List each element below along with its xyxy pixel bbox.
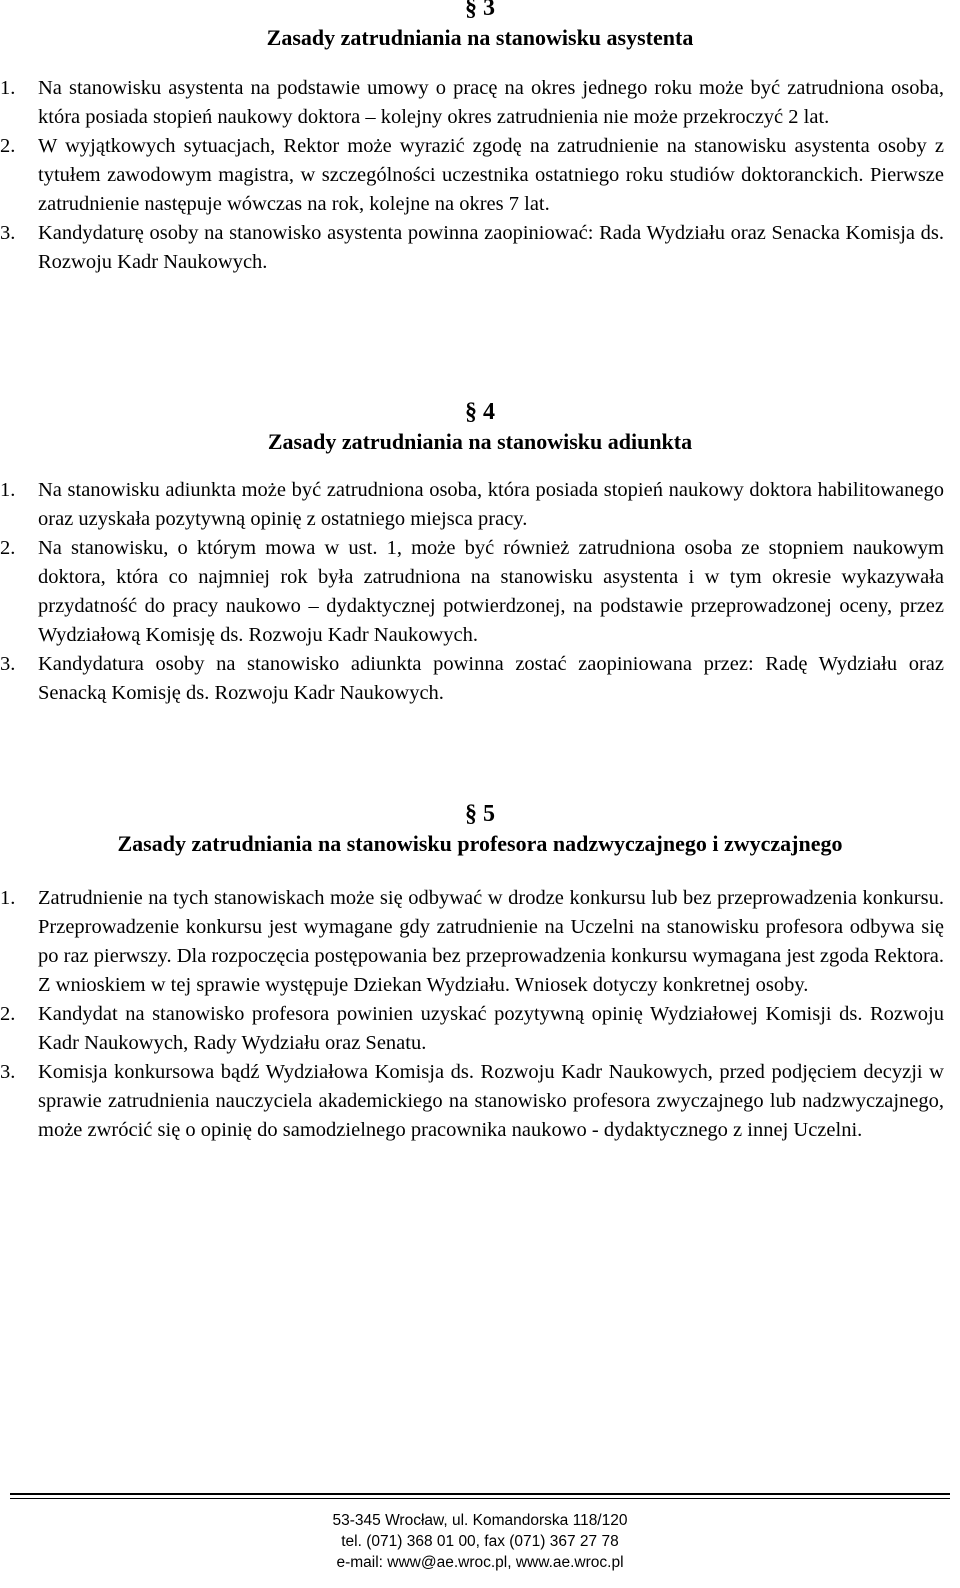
footer-phone: tel. (071) 368 01 00, fax (071) 367 27 78 xyxy=(341,1533,619,1550)
item-number: 1. xyxy=(0,479,16,501)
section-5 xyxy=(0,800,960,1145)
list-item xyxy=(0,476,960,534)
item-text: Kandydat na stanowisko profesora powinien uzyskać pozytywną opinię Wydziałowej Komisji ds. Rozwoju Kadr Naukowych, Rady Wydziału oraz Senatu. xyxy=(38,1003,944,1054)
list-item xyxy=(0,1000,960,1058)
section-3 xyxy=(0,0,960,277)
item-number: 2. xyxy=(0,537,16,559)
footer-divider-thin xyxy=(10,1498,950,1499)
section-title: Zasady zatrudniania na stanowisku adiunkta xyxy=(267,429,693,454)
item-text: W wyjątkowych sytuacjach, Rektor może wyrazić zgodę na zatrudnienie na stanowisku asystenta osoby z tytułem zawodowym magistra, w szczególności uczestnika ostatniego roku studiów doktoranckich. Pierwsze zatrudnienie następuje wówczas na rok, kolejne na okres 7 lat. xyxy=(38,135,944,215)
item-number: 3. xyxy=(0,222,16,244)
section-4 xyxy=(0,398,960,708)
page-footer xyxy=(0,1493,960,1573)
footer-divider xyxy=(10,1493,950,1495)
item-number: 2. xyxy=(0,1003,16,1025)
item-number: 2. xyxy=(0,135,16,157)
list-item xyxy=(0,1058,960,1145)
section-title: Zasady zatrudniania na stanowisku asystenta xyxy=(266,25,694,50)
item-number: 3. xyxy=(0,653,16,675)
section-number: § 5 xyxy=(465,801,495,827)
section-title: Zasady zatrudniania na stanowisku profesora nadzwyczajnego i zwyczajnego xyxy=(117,831,843,856)
footer-web: e-mail: www@ae.wroc.pl, www.ae.wroc.pl xyxy=(336,1554,624,1571)
item-text: Na stanowisku asystenta na podstawie umowy o pracę na okres jednego roku może być zatrudniona osoba, która posiada stopień naukowy doktora – kolejny okres zatrudnienia nie może przekroczyć 2 lat. xyxy=(38,77,944,128)
item-number: 1. xyxy=(0,887,16,909)
footer-contact xyxy=(0,1510,960,1573)
section-number: § 4 xyxy=(465,399,495,425)
item-number: 1. xyxy=(0,77,16,99)
item-text: Na stanowisku, o którym mowa w ust. 1, może być również zatrudniona osoba ze stopniem naukowym doktora, która co najmniej rok była zatrudniona na stanowisku asystenta i w tym okresie wykazywała przydatność do pracy naukowo – dydaktycznej potwierdzonej, na podstawie przeprowadzonej oceny, przez Wydziałową Komisję ds. Rozwoju Kadr Naukowych. xyxy=(38,537,944,646)
section-items xyxy=(0,884,960,1145)
item-text: Komisja konkursowa bądź Wydziałowa Komisja ds. Rozwoju Kadr Naukowych, przed podjęciem decyzji w sprawie zatrudnienia nauczyciela akademickiego na stanowisko profesora zwyczajnego lub nadzwyczajnego, może zwrócić się o opinię do samodzielnego pracownika naukowo - dydaktycznego z innej Uczelni. xyxy=(38,1061,944,1141)
item-text: Na stanowisku adiunkta może być zatrudniona osoba, która posiada stopień naukowy doktora habilitowanego oraz uzyskała pozytywną opinię z ostatniego miejsca pracy. xyxy=(38,479,944,530)
section-items xyxy=(0,476,960,708)
list-item xyxy=(0,534,960,650)
section-number: § 3 xyxy=(465,0,495,21)
list-item xyxy=(0,132,960,219)
item-number: 3. xyxy=(0,1061,16,1083)
item-text: Kandydaturę osoby na stanowisko asystenta powinna zaopiniować: Rada Wydziału oraz Senacka Komisja ds. Rozwoju Kadr Naukowych. xyxy=(38,222,944,273)
list-item xyxy=(0,650,960,708)
list-item xyxy=(0,74,960,132)
item-text: Kandydatura osoby na stanowisko adiunkta powinna zostać zaopiniowana przez: Radę Wydziału oraz Senacką Komisję ds. Rozwoju Kadr Naukowych. xyxy=(38,653,944,704)
section-items xyxy=(0,74,960,277)
item-text: Zatrudnienie na tych stanowiskach może się odbywać w drodze konkursu lub bez przeprowadzenia konkursu. Przeprowadzenie konkursu jest wymagane gdy zatrudnienie na Uczelni na stanowisku profesora odbywa się po raz pierwszy. Dla rozpoczęcia postępowania bez przeprowadzenia konkursu wymagana jest zgoda Rektora. Z wnioskiem w tej sprawie występuje Dziekan Wydziału. Wniosek dotyczy konkretnej osoby. xyxy=(38,887,944,996)
footer-address: 53-345 Wrocław, ul. Komandorska 118/120 xyxy=(332,1512,628,1529)
list-item xyxy=(0,884,960,1000)
list-item xyxy=(0,219,960,277)
